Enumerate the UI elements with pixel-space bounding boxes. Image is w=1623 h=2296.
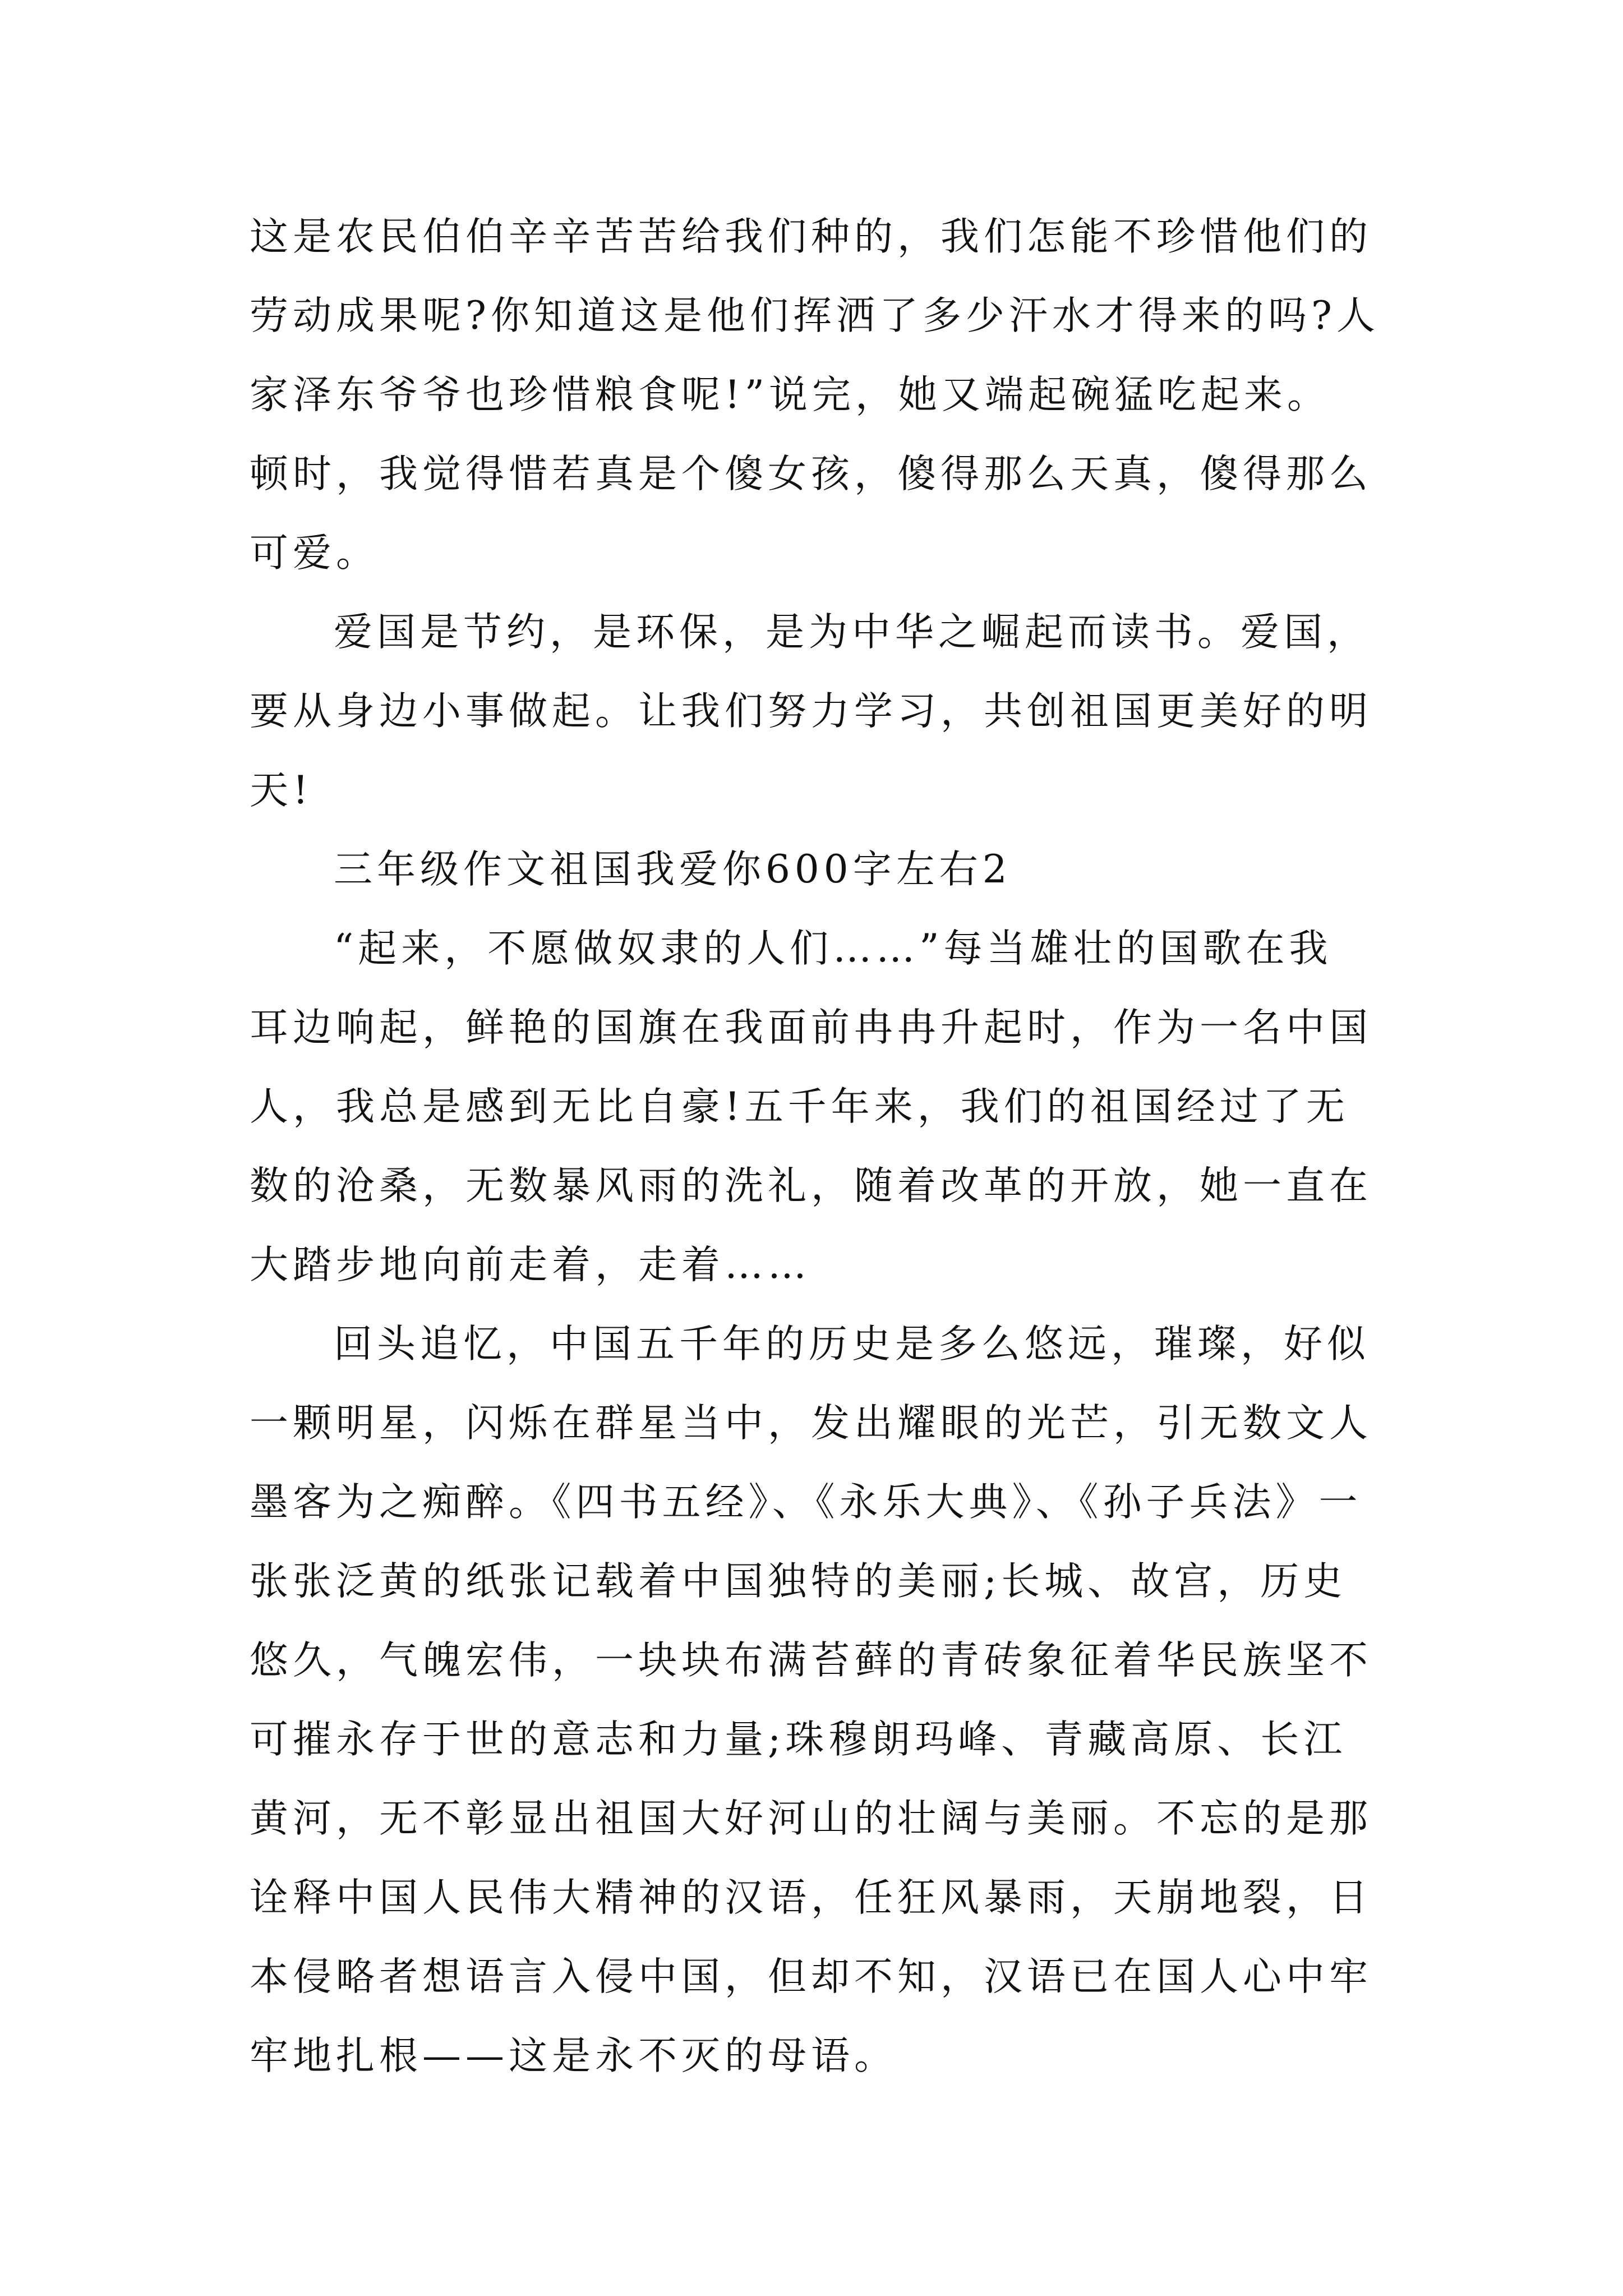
document-body bbox=[250, 197, 1394, 2096]
text-line: 可摧永存于世的意志和力量;珠穆朗玛峰、青藏高原、长江 bbox=[250, 1717, 1347, 1762]
text-line: 天! bbox=[250, 768, 313, 813]
text-line: 黄河，无不彰显出祖国大好河山的壮阔与美丽。不忘的是那 bbox=[250, 1796, 1372, 1841]
text-line: 一颗明星，闪烁在群星当中，发出耀眼的光芒，引无数文人 bbox=[250, 1401, 1372, 1446]
text-line: 可爱。 bbox=[250, 531, 379, 576]
text-line: 耳边响起，鲜艳的国旗在我面前冉冉升起时，作为一名中国 bbox=[250, 1005, 1372, 1050]
text-line: 人，我总是感到无比自豪!五千年来，我们的祖国经过了无 bbox=[250, 1084, 1349, 1129]
text-line: 诠释中国人民伟大精神的汉语，任狂风暴雨，天崩地裂，日 bbox=[250, 1875, 1372, 1920]
text-line: 这是农民伯伯辛辛苦苦给我们种的，我们怎能不珍惜他们的 bbox=[250, 214, 1372, 259]
text-line: 数的沧桑，无数暴风雨的洗礼，随着改革的开放，她一直在 bbox=[250, 1163, 1372, 1208]
text-line: 墨客为之痴醉。《四书五经》、《永乐大典》、《孙子兵法》一 bbox=[250, 1480, 1362, 1525]
text-line: 劳动成果呢?你知道这是他们挥洒了多少汗水才得来的吗?人 bbox=[250, 293, 1380, 338]
text-line: 大踏步地向前走着，走着…… bbox=[250, 1243, 811, 1287]
text-line: 张张泛黄的纸张记载着中国独特的美丽;长城、故宫，历史 bbox=[250, 1559, 1347, 1604]
text-line: 家泽东爷爷也珍惜粮食呢!”说完，她又端起碗猛吃起来。 bbox=[250, 372, 1331, 417]
text-line: 牢地扎根——这是永不灭的母语。 bbox=[250, 2033, 897, 2078]
text-line: 要从身边小事做起。让我们努力学习，共创祖国更美好的明 bbox=[250, 689, 1372, 734]
text-line: 本侵略者想语言入侵中国，但却不知，汉语已在国人心中牢 bbox=[250, 1954, 1372, 1999]
text-line: 顿时，我觉得惜若真是个傻女孩，傻得那么天真，傻得那么 bbox=[250, 452, 1372, 496]
paragraph-start-line: 回头追忆，中国五千年的历史是多么悠远，璀璨，好似 bbox=[334, 1322, 1370, 1366]
section-title: 三年级作文祖国我爱你600字左右2 bbox=[334, 847, 1012, 892]
text-line: 悠久，气魄宏伟，一块块布满苔藓的青砖象征着华民族坚不 bbox=[250, 1638, 1372, 1683]
paragraph-start-line: 爱国是节约，是环保，是为中华之崛起而读书。爱国， bbox=[334, 610, 1370, 655]
paragraph-start-line: “起来，不愿做奴隶的人们……”每当雄壮的国歌在我 bbox=[334, 926, 1332, 971]
